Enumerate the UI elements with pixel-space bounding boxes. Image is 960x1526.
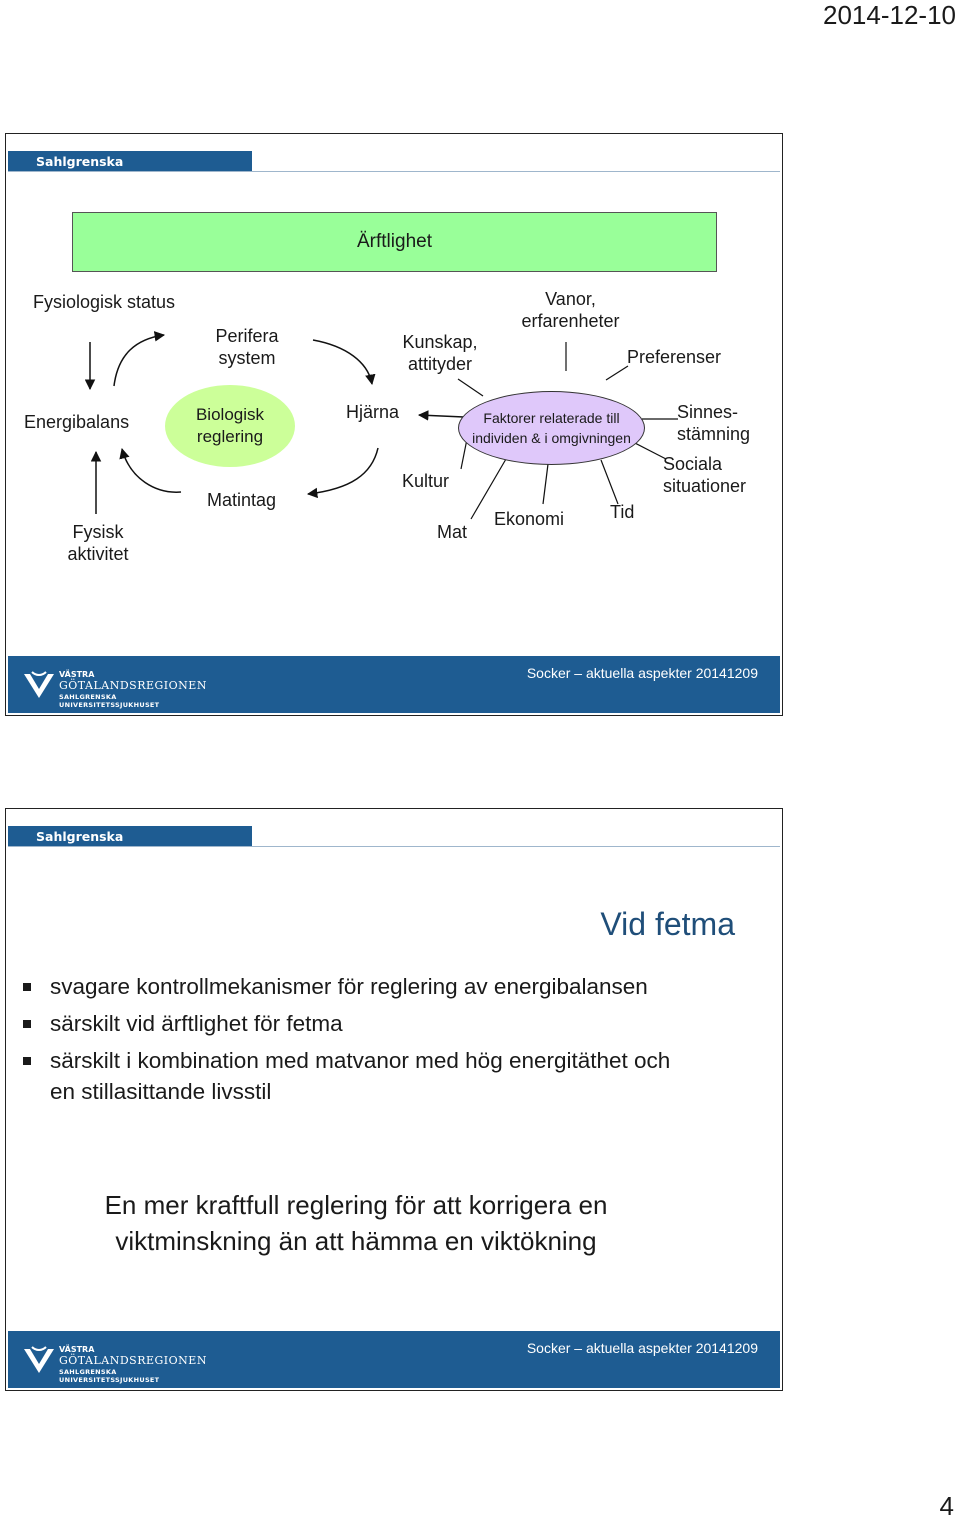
- logo-line-3: SAHLGRENSKA UNIVERSITETSSJUKHUSET: [59, 1368, 160, 1384]
- label-knowledge-attitudes: Kunskap, attityder: [402, 332, 478, 374]
- page-date: 2014-12-10: [823, 0, 956, 30]
- label-energy-balance: Energibalans: [24, 412, 130, 432]
- label-physical-activity: Fysisk aktivitet: [67, 522, 129, 564]
- slide-footer: [8, 1331, 780, 1388]
- vgr-logo: [22, 1343, 207, 1384]
- spoke-social: [631, 441, 666, 459]
- slide-title: Vid fetma: [600, 906, 735, 942]
- factors-oval: [458, 391, 645, 465]
- logo-line-1: VÄSTRA: [59, 1345, 95, 1354]
- footer-text: Socker – aktuella aspekter 20141209: [526, 665, 758, 681]
- label-economy: Ekonomi: [494, 509, 565, 529]
- slide-header-label: Sahlgrenska Universitetssjukhuset: [8, 151, 252, 172]
- spoke-time: [601, 460, 618, 504]
- bullet-item: svagare kontrollmekanismer för reglering av energibalansen: [22, 971, 742, 1002]
- label-physio-status: Fysiologisk status: [33, 292, 176, 312]
- slide-footer: [8, 656, 780, 713]
- bullet-list: [22, 971, 742, 1113]
- logo-line-3: SAHLGRENSKA UNIVERSITETSSJUKHUSET: [59, 693, 160, 709]
- arrow-curve-activity: [122, 449, 181, 492]
- label-peripheral-systems: Perifera system: [215, 326, 279, 368]
- spoke-preferences: [606, 366, 628, 380]
- label-bio-regulation: Biologisk reglering: [195, 405, 265, 446]
- label-mood: Sinnes- stämning: [677, 402, 751, 444]
- page-number: 4: [939, 1491, 954, 1521]
- label-food: Mat: [437, 522, 468, 542]
- label-factors-center: Faktorer relaterade till individen & i omgivningen: [472, 410, 631, 446]
- logo-line-2: GÖTALANDSREGIONEN: [59, 1354, 207, 1367]
- vgr-logo: [22, 668, 207, 709]
- bullet-item: särskilt i kombination med matvanor med hög energitäthet och en stillasittande livsstil: [22, 1045, 690, 1107]
- spoke-knowledge: [458, 379, 483, 396]
- label-food-intake: Matintag: [207, 490, 277, 510]
- label-brain: Hjärna: [346, 402, 400, 422]
- label-social-situations: Sociala situationer: [663, 454, 747, 496]
- arrow-factors-to-brain: [419, 415, 464, 417]
- bullet-item: särskilt vid ärftlighet för fetma: [22, 1008, 742, 1039]
- header-divider: [8, 846, 780, 847]
- slide-obesity: [5, 808, 783, 1391]
- arrow-curve-brain-bottom: [308, 448, 378, 494]
- slide-diagram: [5, 133, 783, 716]
- vgr-emblem-icon: [22, 668, 56, 702]
- slide-header-label: Sahlgrenska Universitetssjukhuset: [8, 826, 252, 847]
- spoke-economy: [543, 464, 548, 504]
- label-preferences: Preferenser: [627, 347, 722, 367]
- arrow-curve-brain-top: [313, 340, 372, 384]
- logo-line-2: GÖTALANDSREGIONEN: [59, 679, 207, 692]
- bio-regulation-oval: [165, 385, 295, 467]
- vgr-emblem-icon: [22, 1343, 56, 1377]
- label-culture: Kultur: [402, 471, 450, 491]
- footer-text: Socker – aktuella aspekter 20141209: [526, 1340, 758, 1356]
- conclusion-text: En mer kraftfull reglering för att korrigera en viktminskning än att hämma en viktökning: [104, 1190, 608, 1256]
- label-time: Tid: [610, 502, 635, 522]
- label-habits-experiences: Vanor, erfarenheter: [521, 289, 620, 331]
- heredity-label: Ärftlighet: [357, 231, 432, 252]
- arrow-curve-peripheral: [114, 335, 164, 386]
- logo-line-1: VÄSTRA: [59, 670, 95, 679]
